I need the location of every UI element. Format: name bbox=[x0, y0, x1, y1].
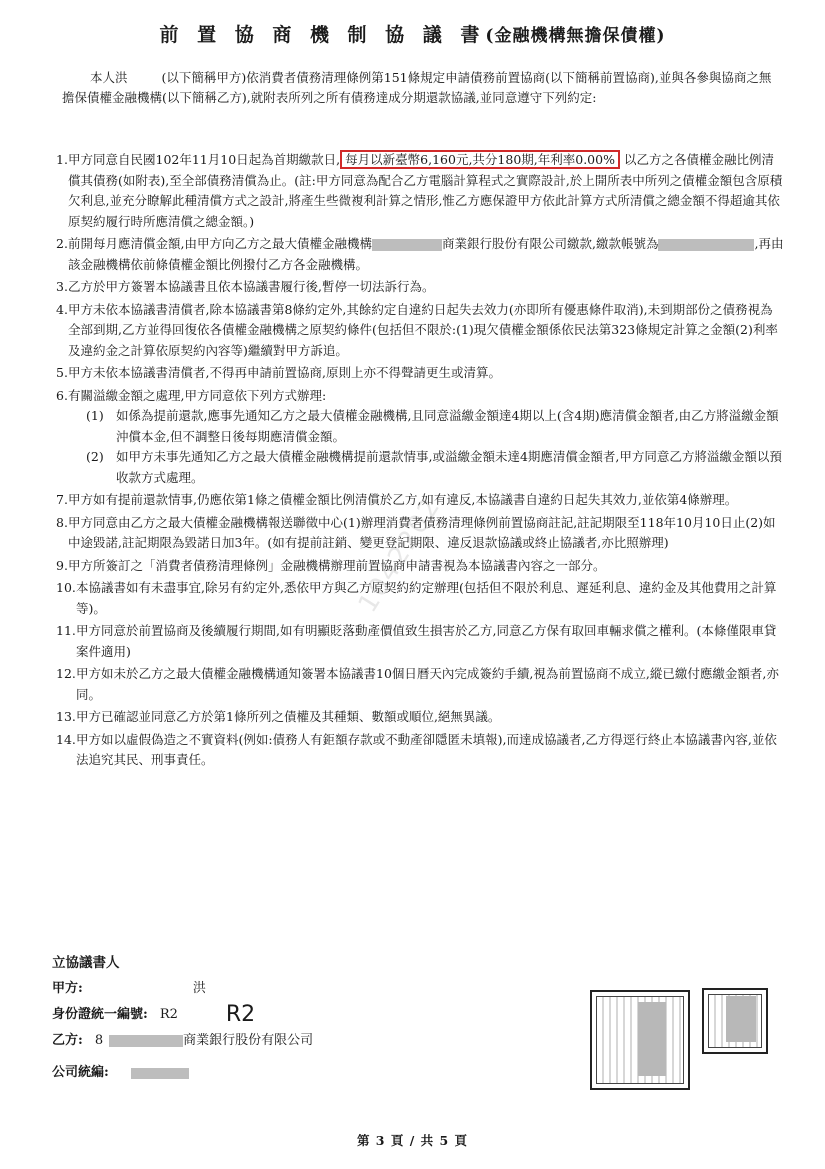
party-a-row bbox=[52, 976, 313, 1002]
clause-6-item-2 bbox=[86, 447, 784, 488]
clause-1-pre: 甲方同意自民國102年11月10日起為首期繳款日, bbox=[68, 152, 341, 167]
clause-number: 12. bbox=[56, 666, 76, 681]
clause-text bbox=[68, 150, 784, 232]
clause-number: 8. bbox=[56, 514, 68, 530]
clause-2-post: ,再由該金融機構依前條債權金額比例撥付乙方各金融機構。 bbox=[68, 236, 784, 272]
party-a-label: 甲方: bbox=[52, 981, 83, 996]
clause-number: 6. bbox=[56, 387, 68, 403]
handwritten-id: R2 bbox=[225, 1002, 256, 1027]
clause-text: 乙方於甲方簽署本協議書且依本協議書履行後,暫停一切法訴行為。 bbox=[68, 279, 435, 294]
id-number-value: R2 bbox=[159, 1007, 178, 1022]
redacted-bank-name bbox=[372, 239, 442, 251]
sub-item-number: (1) bbox=[86, 408, 104, 423]
clause-1 bbox=[56, 150, 784, 232]
redacted-seal-area bbox=[726, 996, 756, 1042]
sub-item-text: 如甲方未事先通知乙方之最大債權金融機構提前還款情事,或溢繳金額未達4期應清償金額者,甲方同意乙方將溢繳金額以預收款方式處理。 bbox=[116, 449, 782, 485]
clause-text: 甲方同意由乙方之最大債權金融機構報送聯徵中心(1)辦理消費者債務清理條例前置協商註記,註記期限至118年10月10日止(2)如中途毀諾,註記期限為毀諾日加3年。(如有提前註銷、變更登記期限、違反退款協議或終止協議者,亦比照辦理) bbox=[68, 514, 776, 550]
party-b-name: 商業銀行股份有限公司 bbox=[183, 1033, 314, 1048]
party-a-name: 洪 bbox=[192, 981, 206, 996]
clause-number: 9. bbox=[56, 557, 68, 573]
clause-text: 本協議書如有未盡事宜,除另有約定外,悉依甲方與乙方原契約約定辦理(包括但不限於利息、遲延利息、違約金及其他費用之計算等)。 bbox=[76, 580, 777, 616]
title-sub: (金融機構無擔保債權) bbox=[485, 26, 666, 46]
intro-text: (以下簡稱甲方)依消費者債務清理條例第151條規定申請債務前置協商(以下簡稱前置協商),並與各參與協商之無擔保債權金融機構(以下簡稱乙方),就附表所列之所有債務達成分期還款協議,並同意遵守下列約定: bbox=[62, 70, 772, 105]
clause-3 bbox=[56, 277, 784, 298]
clause-9 bbox=[56, 556, 784, 577]
clause-number: 7. bbox=[56, 492, 68, 507]
intro-name: 本人洪 bbox=[90, 70, 128, 85]
party-b-label: 乙方: bbox=[52, 1033, 83, 1048]
signatories-heading: 立協議書人 bbox=[52, 955, 120, 971]
id-number-label: 身份證統一編號: bbox=[52, 1007, 148, 1022]
clause-number: 11. bbox=[56, 623, 76, 638]
sub-item-text: 如係為提前還款,應事先通知乙方之最大債權金融機構,且同意溢繳金額達4期以上(含4期)應清償金額者,由乙方將溢繳金額沖償本金,但不調整日後每期應清償金額。 bbox=[116, 408, 779, 444]
party-b-prefix: 8 bbox=[94, 1033, 104, 1048]
highlighted-payment-terms: 每月以新臺幣6,160元,共分180期,年利率0.00% bbox=[340, 150, 620, 169]
redacted-bank-name bbox=[109, 1035, 183, 1047]
page-footer: 第 3 頁 / 共 5 頁 bbox=[356, 1133, 469, 1148]
clause-2-pre: 前開每月應清償金額,由甲方向乙方之最大債權金融機構 bbox=[68, 236, 372, 251]
clause-number: 4. bbox=[56, 301, 68, 317]
clause-text: 甲方未依本協議書清償者,除本協議書第8條約定外,其餘約定自違約日起失去效力(亦即所有優惠條件取消),未到期部份之債務視為全部到期,乙方並得回復依各債權金融機構之原契約條件(包括但不限於:(1)現欠債權金額係依民法第323條規定計算之金額(2)利率及違約金之計算依原契約內容等)繼續對甲方訴追。 bbox=[68, 301, 778, 358]
clause-10 bbox=[56, 578, 784, 619]
clause-2 bbox=[56, 234, 784, 275]
party-b-row bbox=[52, 1028, 313, 1054]
clause-text: 甲方未依本協議書清償者,不得再申請前置協商,原則上亦不得聲請更生或清算。 bbox=[68, 365, 501, 380]
clause-number: 14. bbox=[56, 731, 76, 747]
redacted-seal-area bbox=[638, 1002, 666, 1076]
company-seal-stamp bbox=[590, 990, 690, 1090]
clause-text: 甲方如以虛假偽造之不實資料(例如:債務人有鉅額存款或不動產卻隱匿未填報),而達成協議者,乙方得逕行終止本協議書內容,並依法追究其民、刑事責任。 bbox=[76, 731, 777, 767]
title-main: 前 置 協 商 機 制 協 議 書 bbox=[159, 24, 486, 46]
intro-paragraph bbox=[62, 68, 780, 108]
clause-6 bbox=[56, 386, 784, 489]
watermark: 1042202 bbox=[352, 492, 448, 618]
clause-text bbox=[68, 386, 784, 489]
clause-text: 甲方所簽訂之「消費者債務清理條例」金融機構辦理前置協商申請書視為本協議書內容之一部分。 bbox=[68, 557, 606, 573]
clause-14 bbox=[56, 730, 784, 771]
clause-5 bbox=[56, 363, 784, 384]
representative-seal-stamp bbox=[702, 988, 768, 1054]
signature-block bbox=[52, 950, 313, 1086]
clause-6-item-1 bbox=[86, 406, 784, 447]
clause-12 bbox=[56, 664, 784, 705]
clause-list bbox=[56, 150, 784, 773]
clause-4 bbox=[56, 300, 784, 362]
clause-number: 3. bbox=[56, 279, 68, 294]
clause-text: 甲方如未於乙方之最大債權金融機構通知簽署本協議書10個日曆天內完成簽約手續,視為前置協商不成立,縱已繳付應繳金額者,亦同。 bbox=[76, 666, 779, 702]
clause-13 bbox=[56, 707, 784, 728]
clause-number: 1. bbox=[56, 152, 68, 167]
redacted-account-number bbox=[658, 239, 754, 251]
clause-number: 5. bbox=[56, 365, 68, 380]
clause-text bbox=[68, 234, 784, 275]
id-number-row bbox=[52, 1002, 313, 1028]
document-title bbox=[0, 20, 825, 47]
clause-text: 甲方同意於前置協商及後續履行期間,如有明顯貶落動產價值致生損害於乙方,同意乙方保有取回車輛求償之權利。(本條僅限車貸案件適用) bbox=[76, 623, 777, 659]
clause-number: 2. bbox=[56, 236, 68, 251]
clause-2-mid: 商業銀行股份有限公司繳款,繳款帳號為 bbox=[441, 236, 659, 251]
sub-item-number: (2) bbox=[86, 449, 104, 464]
clause-6-intro: 有關溢繳金額之處理,甲方同意依下列方式辦理: bbox=[68, 387, 327, 403]
clause-1-post: 以乙方之各債權金融比例清償其債務(如附表),至全部債務清償為止。(註:甲方同意為配合乙方電腦計算程式之實際設計,於上開所表中所列之債權金額包含原積欠利息,並充分瞭解此種清償方式之設計,將產生些微複利計算之情形,惟乙方應保證甲方依此計算方式所清償之總金額不得超逾其依原契約履行時所應清償之總金額。) bbox=[68, 152, 783, 229]
clause-text: 甲方已確認並同意乙方於第1條所列之債權及其種類、數額或順位,絕無異議。 bbox=[76, 709, 501, 724]
clause-11 bbox=[56, 621, 784, 662]
company-id-label: 公司統編: bbox=[52, 1065, 109, 1080]
clause-number: 10. bbox=[56, 580, 76, 595]
clause-text: 甲方如有提前還款情事,仍應依第1條之債權金額比例清償於乙方,如有違反,本協議書自違約日起失其效力,並依第4條辦理。 bbox=[68, 492, 738, 507]
clause-number: 13. bbox=[56, 709, 76, 724]
company-id-row bbox=[52, 1060, 313, 1086]
redacted-company-id bbox=[131, 1068, 189, 1079]
